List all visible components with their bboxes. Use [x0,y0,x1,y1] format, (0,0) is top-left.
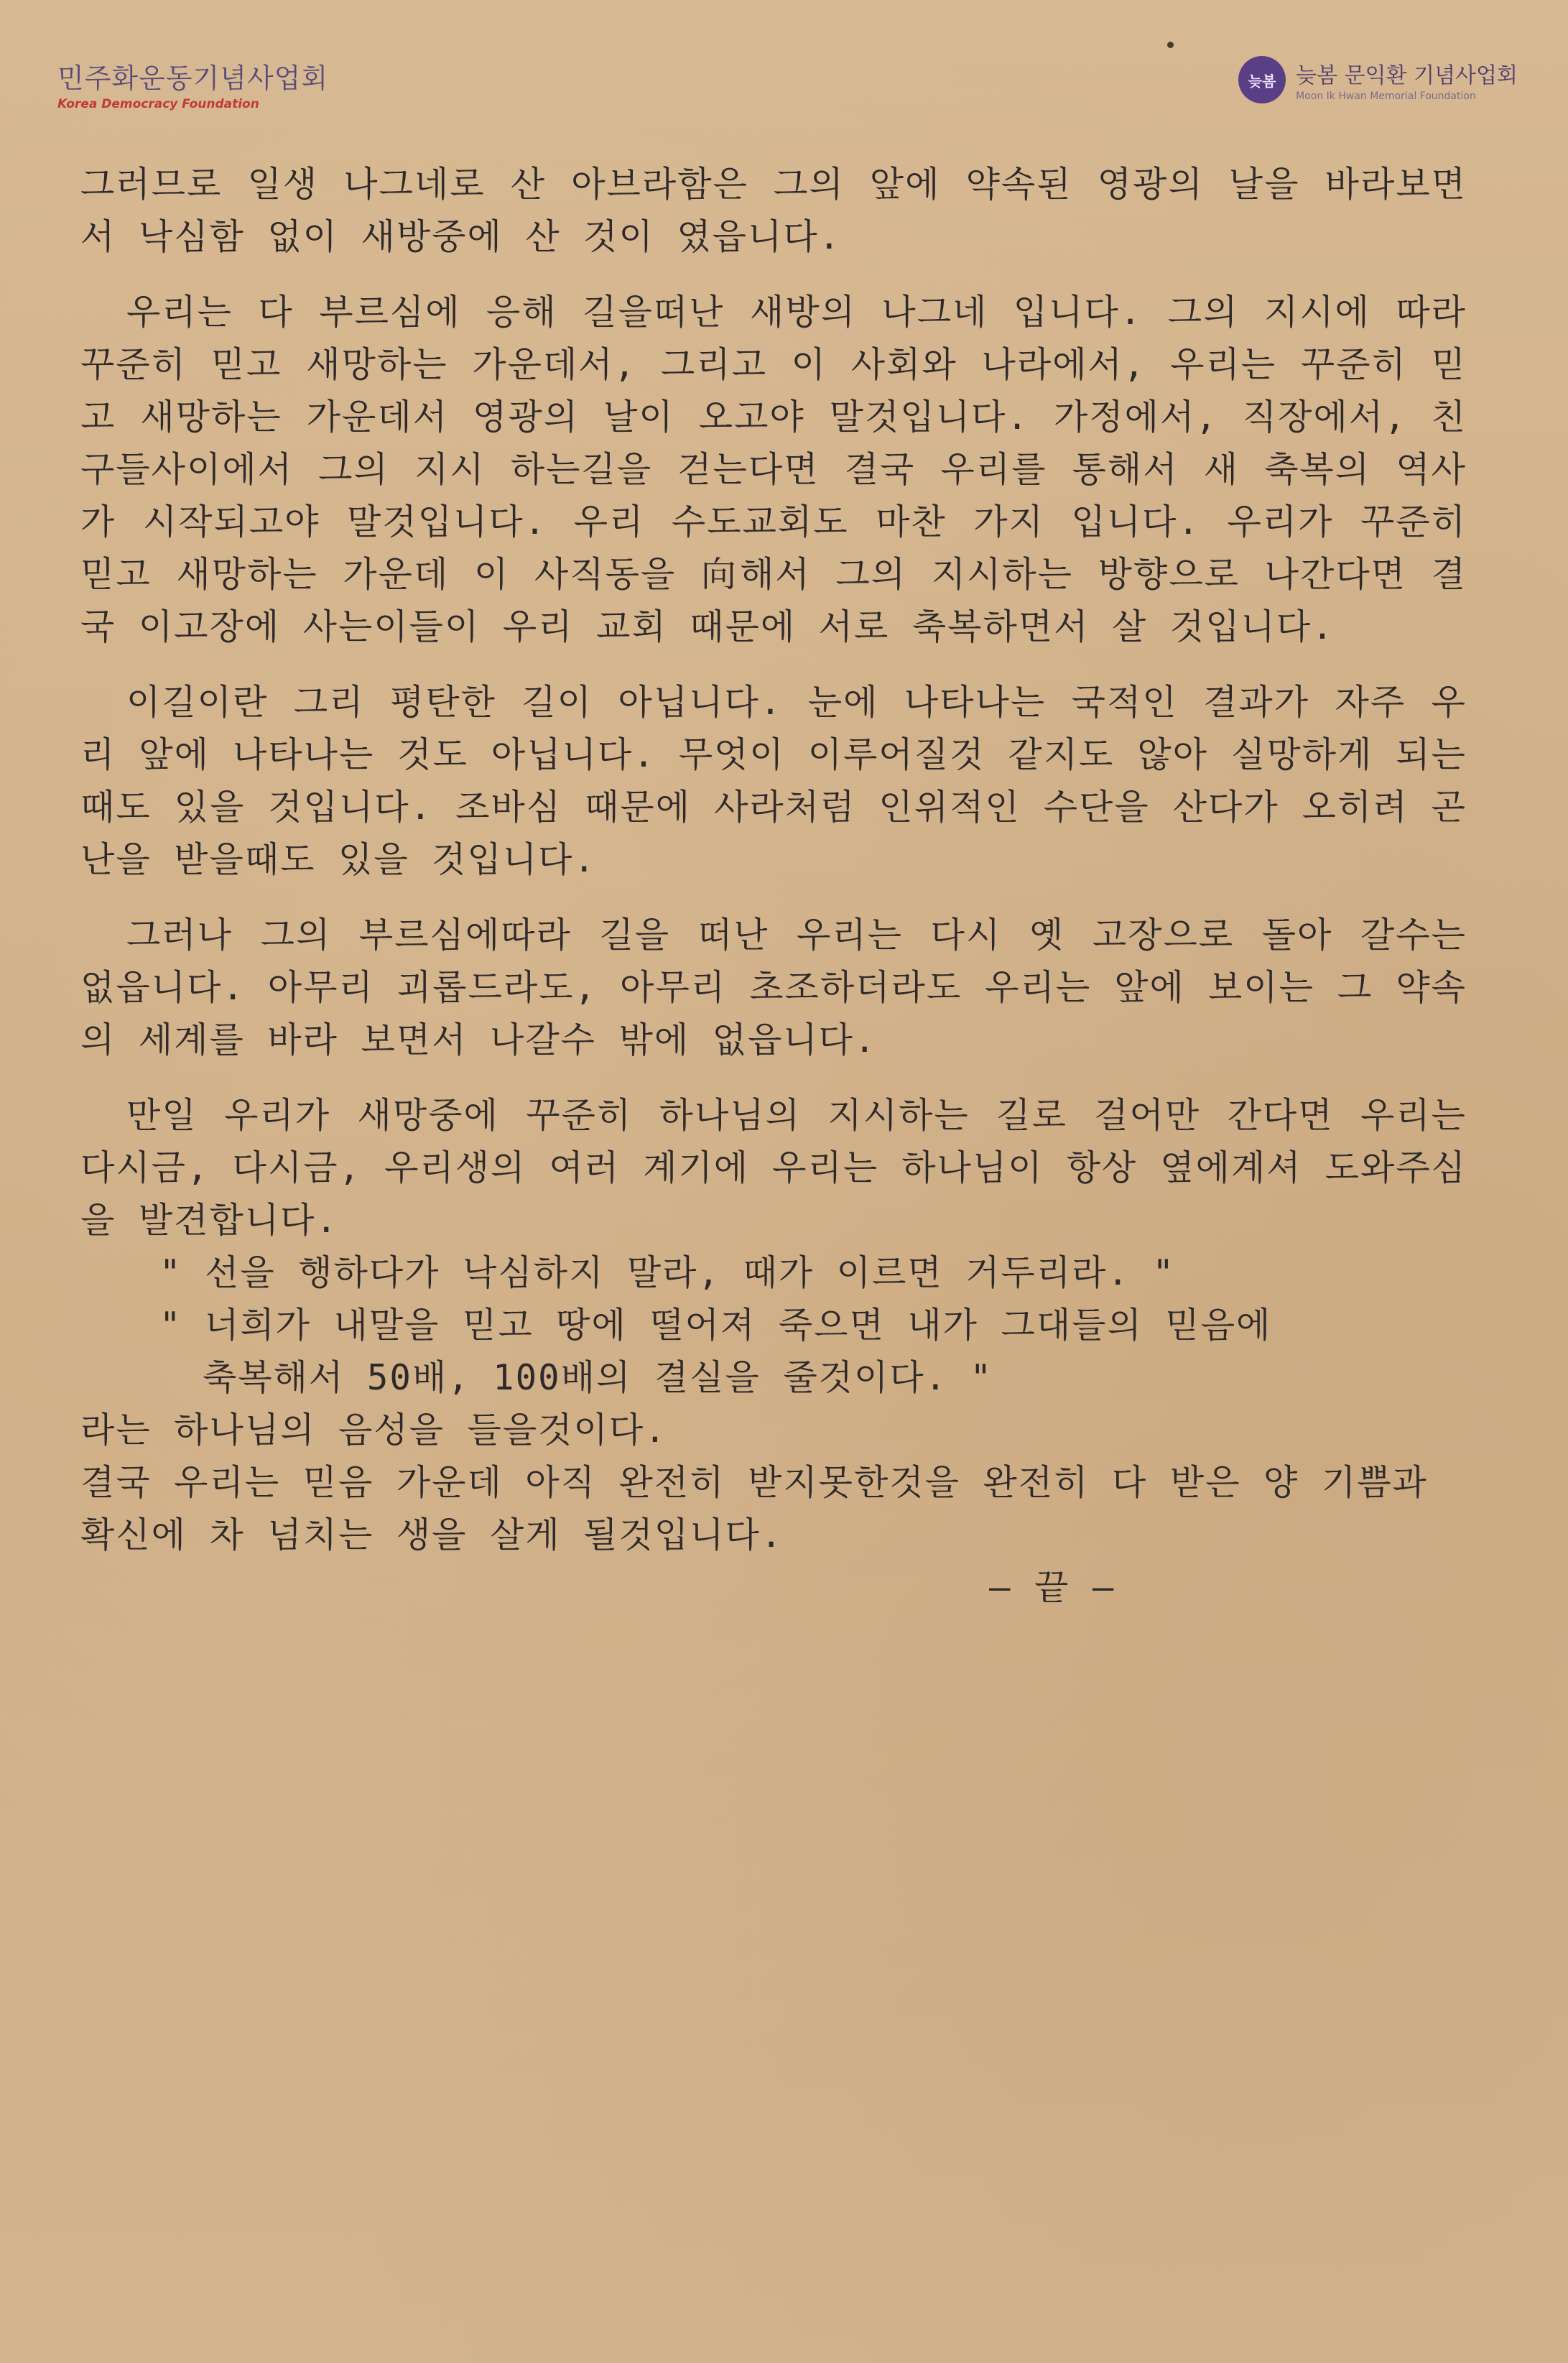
korea-democracy-foundation-logo [57,56,328,111]
paragraph-7: 결국 우리는 믿음 가운데 아직 완전히 받지못한것을 완전히 다 받은 양 기쁨과 확신에 차 넘치는 생을 살게 될것입니다. [80,1462,1428,1555]
handwritten-sermon-text [80,158,1467,1614]
paragraph-1: 그러므로 일생 나그네로 산 아브라함은 그의 앞에 약속된 영광의 날을 바라보면서 낙심함 없이 새방중에 산 것이 였읍니다. [80,164,1467,257]
scripture-quote-2: " 너희가 내말을 믿고 땅에 떨어져 죽으면 내가 그대들의 믿음에 [159,1305,1272,1346]
end-mark: — 끝 — [989,1567,1115,1608]
foundation-seal-icon: 늦봄 [1238,56,1286,103]
left-logo-english: Korea Democracy Foundation [57,97,259,111]
paragraph-6: 라는 하나님의 음성을 들을것이다. [80,1410,667,1451]
moon-ik-hwan-foundation-logo [1238,56,1518,103]
right-logo-korean: 늦봄 문익환 기념사업회 [1296,63,1518,88]
right-logo-english: Moon Ik Hwan Memorial Foundation [1296,91,1476,102]
left-logo-korean: 민주화운동기념사업회 [57,63,329,94]
paragraph-3: 이길이란 그리 평탄한 길이 아닙니다. 눈에 나타나는 국적인 결과가 자주 우리 앞에 나타나는 것도 아닙니다. 무엇이 이루어질것 같지도 않아 실망하게 되는 때도 있을 것입니다. 조바심 때문에 사라처럼 인위적인 수단을 산다가 오히려 곤난을 받을때도 있을 것입니다. [80,682,1467,880]
paragraph-5: 만일 우리가 새망중에 꾸준히 하나님의 지시하는 길로 걸어만 간다면 우리는 다시금, 다시금, 우리생의 여러 계기에 우리는 하나님이 항상 옆에계셔 도와주심을 발견합니다. [80,1095,1467,1241]
paragraph-2: 우리는 다 부르심에 응해 길을떠난 새방의 나그네 입니다. 그의 지시에 따라 꾸준히 믿고 새망하는 가운데서, 그리고 이 사회와 나라에서, 우리는 꾸준히 믿고 새망하는 가운데서 영광의 날이 오고야 말것입니다. 가정에서, 직장에서, 친구들사이에서 그의 지시 하는길을 걷는다면 결국 우리를 통해서 새 축복의 역사가 시작되고야 말것입니다. 우리 수도교회도 마찬 가지 입니다. 우리가 꾸준히 믿고 새망하는 가운데 이 사직동을 向해서 그의 지시하는 방향으로 나간다면 결국 이고장에 사는이들이 우리 교회 때문에 서로 축복하면서 살 것입니다. [80,292,1467,647]
ink-spot [1167,42,1174,48]
scripture-quote-1: " 선을 행하다가 낙심하지 말라, 때가 이르면 거두리라. " [159,1252,1176,1293]
paragraph-4: 그러나 그의 부르심에따라 길을 떠난 우리는 다시 옛 고장으로 돌아 갈수는 없읍니다. 아무리 괴롭드라도, 아무리 초조하더라도 우리는 앞에 보이는 그 약속의 세계를 바라 보면서 나갈수 밖에 없읍니다. [80,915,1467,1060]
scripture-quote-2-continued: 축복해서 50배, 100배의 결실을 줄것이다. " [203,1357,993,1398]
